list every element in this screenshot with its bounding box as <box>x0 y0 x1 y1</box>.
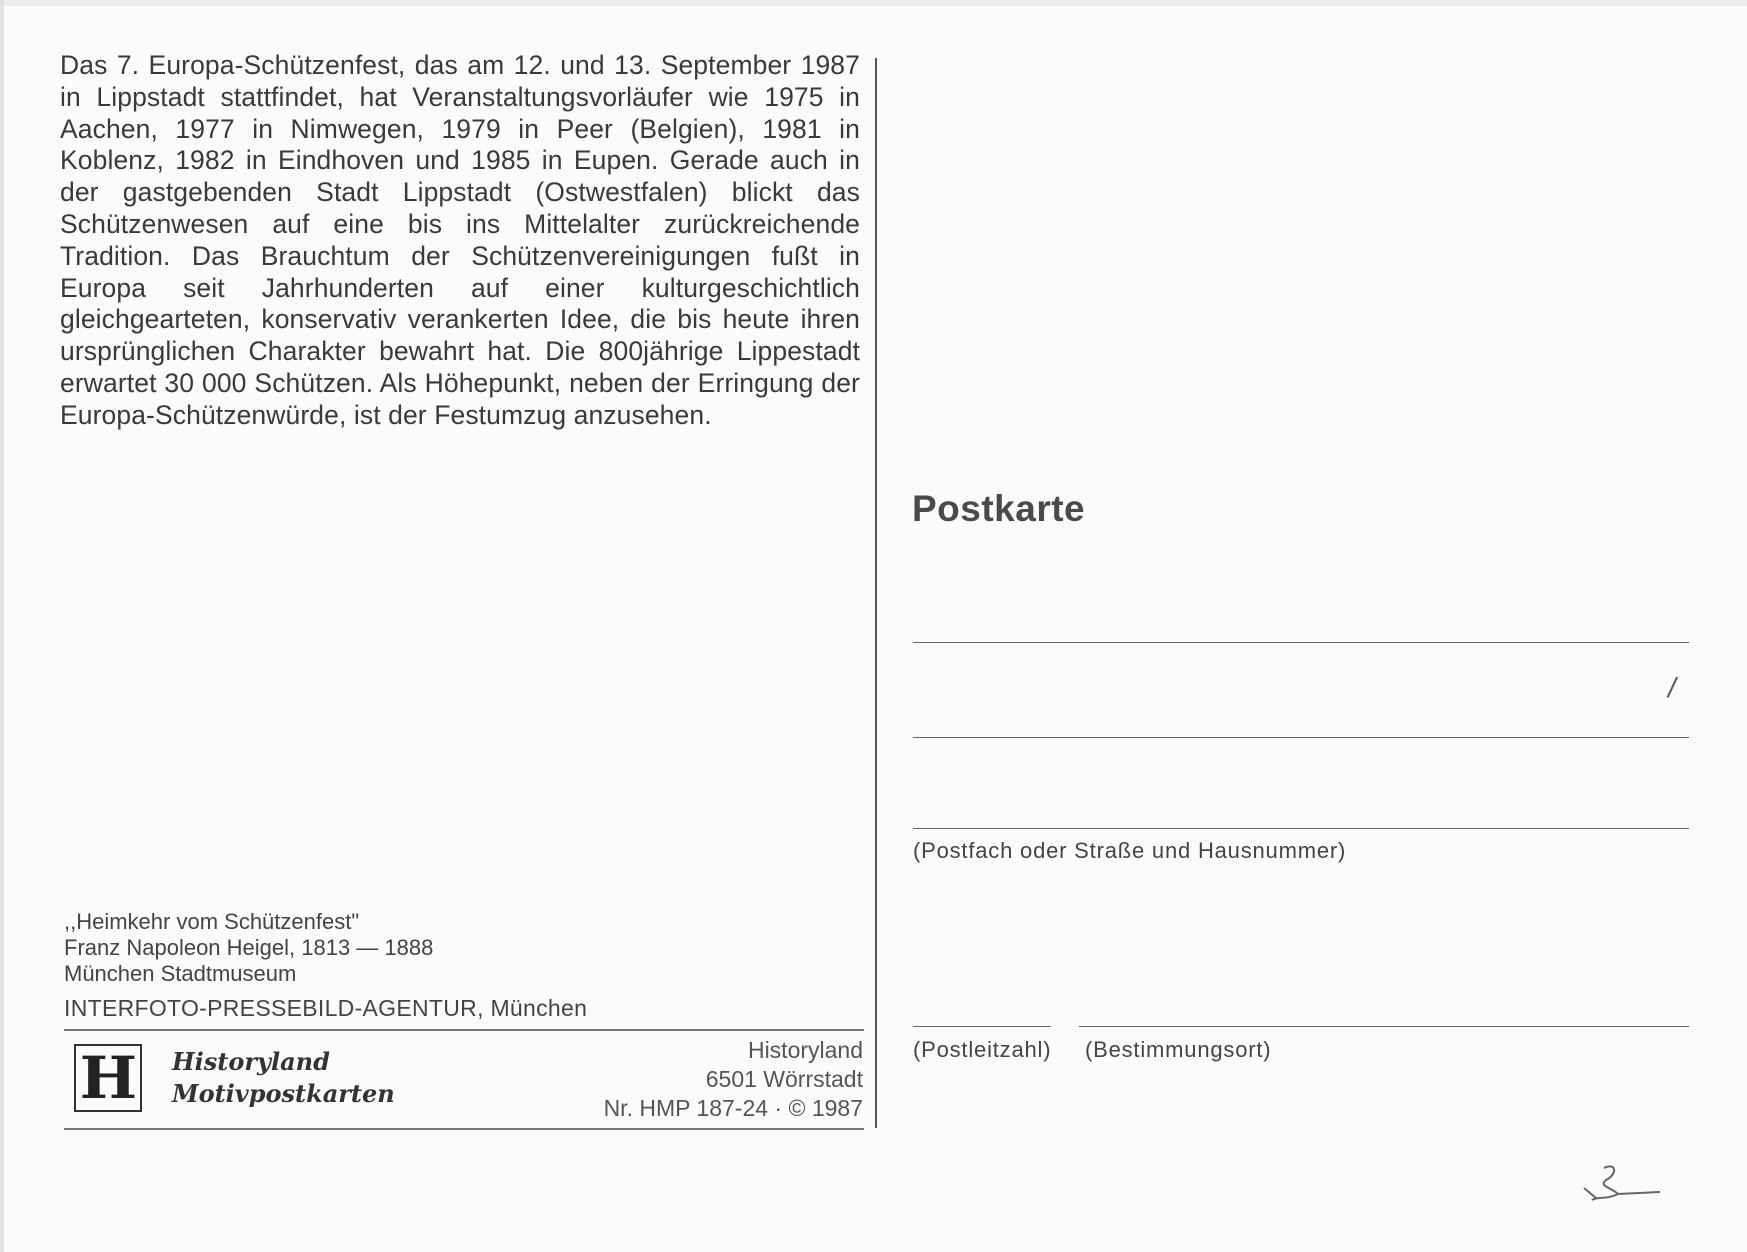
artist-line: Franz Napoleon Heigel, 1813 — 1888 <box>64 935 434 960</box>
center-divider <box>875 58 877 1128</box>
brand-line-2: Motivpostkarten <box>172 1079 395 1108</box>
publisher-info <box>604 1036 863 1123</box>
address-line-1 <box>913 642 1689 643</box>
logo-letter: H <box>79 1044 137 1112</box>
footer-rule-bottom <box>64 1128 864 1130</box>
postcode-caption: (Postleitzahl) <box>913 1037 1052 1062</box>
pencil-mark: / <box>1668 672 1676 703</box>
left-edge <box>0 0 4 1252</box>
postkarte-title: Postkarte <box>912 488 1086 529</box>
street-caption: (Postfach oder Straße und Hausnummer) <box>913 838 1347 863</box>
brand-line-1: Historyland <box>172 1047 330 1076</box>
publisher-number: Nr. HMP 187-24 · © 1987 <box>603 1095 863 1121</box>
footer-rule-top <box>64 1029 864 1031</box>
address-line-2 <box>913 737 1689 738</box>
publisher-name: Historyland <box>747 1037 863 1063</box>
collection-line: München Stadtmuseum <box>64 961 297 986</box>
brand-name <box>172 1046 395 1110</box>
artwork-credits <box>64 909 433 987</box>
destination-line <box>1079 1026 1689 1027</box>
agency-line: INTERFOTO-PRESSEBILD-AGENTUR, München <box>64 995 588 1021</box>
message-paragraph: Das 7. Europa-Schützenfest, das am 12. und 13. September 1987 in Lippstadt stattfindet, hat Veranstaltungsvorläufer wie 1975 in Aachen, 1977 in Nimwegen, 1979 in Peer (Belgien), 1981 in Koblenz, 1982 in Eindhoven und 1985 in Eupen. Gerade auch in der gastgebenden Stadt Lippstadt (Ostwestfalen) blickt das Schützenwesen auf eine bis ins Mittelalter zurückreichende Tradition. Das Brauchtum der Schützenvereinigungen fußt in Europa seit Jahrhunderten auf einer kulturgeschichtlich gleichgearteten, konservativ verankerten Idee, die bis heute ihren ursprünglichen Charakter bewahrt hat. Die 800jährige Lippestadt erwartet 30 000 Schützen. Als Höhepunkt, neben der Erringung der Europa-Schützenwürde, ist der Festumzug anzusehen. <box>60 50 860 430</box>
address-line-3 <box>913 828 1689 829</box>
destination-caption: (Bestimmungsort) <box>1085 1037 1272 1062</box>
top-edge <box>0 0 1747 6</box>
pencil-squiggle-icon <box>1576 1160 1666 1210</box>
historyland-logo <box>74 1044 142 1112</box>
publisher-address: 6501 Wörrstadt <box>705 1066 863 1092</box>
artwork-title: ,,Heimkehr vom Schützenfest" <box>64 909 360 934</box>
postcode-line <box>913 1026 1051 1027</box>
